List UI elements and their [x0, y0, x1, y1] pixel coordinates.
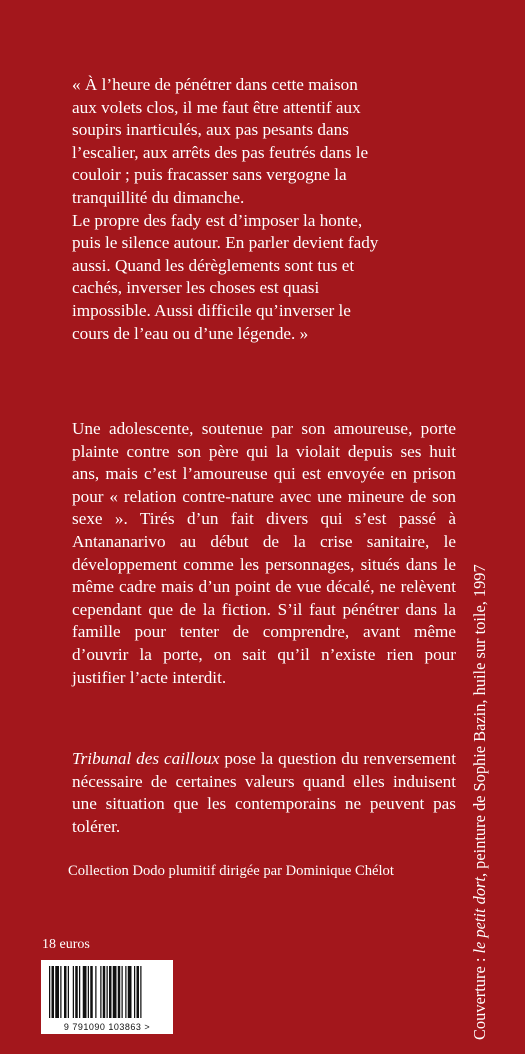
barcode-bar: [49, 966, 50, 1018]
barcode-digits: 9 791090 103863 >: [63, 1022, 151, 1032]
book-title: Tribunal des cailloux: [72, 749, 220, 768]
barcode-bar: [100, 966, 101, 1018]
quote-line: « À l’heure de pénétrer dans cette maison: [72, 75, 358, 94]
barcode-bar: [68, 966, 69, 1018]
collection-line: Collection Dodo plumitif dirigée par Dominique Chélot: [68, 863, 394, 879]
barcode-bar: [113, 966, 117, 1018]
barcode-bar: [64, 966, 67, 1018]
barcode-bar: [73, 966, 74, 1018]
barcode-bar: [109, 966, 112, 1018]
quote-line: puis le silence autour. En parler devient fady: [72, 233, 379, 253]
quote-line: soupirs inarticulés, aux pas pesants dans: [72, 120, 349, 140]
barcode-bar: [137, 966, 140, 1018]
painting-title: le petit dort: [470, 877, 489, 954]
barcode-bar: [140, 966, 141, 1018]
isbn-barcode: [41, 960, 173, 1034]
quote-line: aussi. Quand les dérèglements sont tus et: [72, 255, 355, 275]
barcode-bar: [79, 966, 80, 1018]
quote-line: couloir ; puis fracasser sans vergogne la: [72, 165, 347, 185]
back-cover-quote: [72, 74, 412, 345]
barcode-bar: [55, 966, 59, 1018]
barcode-bar: [118, 966, 121, 1018]
cover-credit: [470, 564, 490, 1040]
barcode-bar: [88, 966, 89, 1018]
theme-text: pose la question du renversement nécessaire de certaines valeurs quand elles induisent une situation que les contemporains ne peuvent pas tolérer.: [72, 749, 457, 836]
quote-line: cours de l’eau ou d’une légende. »: [72, 323, 309, 343]
barcode-bar: [103, 966, 106, 1018]
barcode-bar: [134, 966, 135, 1018]
barcode-bar: [107, 966, 108, 1018]
credit-prefix: Couverture :: [470, 953, 489, 1040]
barcode-bar: [125, 966, 126, 1018]
price-label: 18 euros: [42, 937, 90, 952]
credit-suffix: , peinture de Sophie Bazin, huile sur toile, 1997: [470, 564, 489, 878]
barcode-bar: [95, 966, 96, 1018]
barcode-bar: [60, 966, 61, 1018]
quote-line: cachés, inverser les choses est quasi: [72, 278, 320, 298]
quote-line: tranquillité du dimanche.: [72, 187, 245, 207]
quote-line: Le propre des fady est d’imposer la honte,: [72, 210, 363, 230]
theme-paragraph: [72, 748, 456, 838]
barcode-bar: [83, 966, 87, 1018]
barcode-bar: [52, 966, 55, 1018]
synopsis-paragraph: Une adolescente, soutenue par son amoureuse, porte plainte contre son père qui la violait depuis ses huit ans, mais c’est l’amoureuse qui est envoyée en prison pour « relation contre-nature avec une mineure de son sexe ». Tirés d’un fait divers qui s’est passé à Antananarivo au début de la crise sanitaire, le développement comme les personnages, situés dans le même cadre mais d’un point de vue décalé, ne relèvent cependant que de la fiction. S’il faut pénétrer dans la famille pour tenter de comprendre, avant même d’ouvrir la porte, on sait qu’il n’existe rien pour justifier l’acte interdit.: [72, 419, 456, 687]
barcode-bar: [128, 966, 132, 1018]
quote-line: l’escalier, aux arrêts des pas feutrés dans le: [72, 142, 369, 162]
quote-line: aux volets clos, il me faut être attentif aux: [72, 97, 361, 117]
barcode-bar: [75, 966, 78, 1018]
barcode-bar: [122, 966, 123, 1018]
barcode-bar: [90, 966, 93, 1018]
quote-line: impossible. Aussi difficile qu’inverser le: [72, 300, 351, 320]
barcode-bars: [41, 960, 173, 1020]
